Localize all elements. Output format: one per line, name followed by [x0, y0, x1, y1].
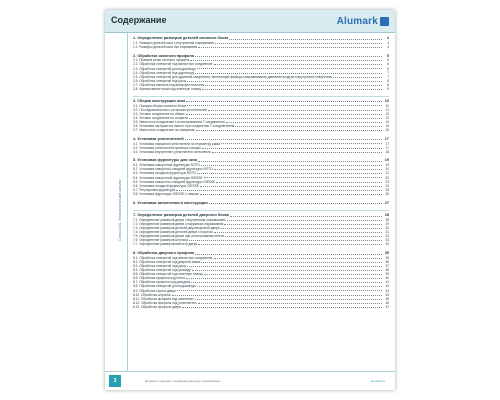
page-title: Содержание: [111, 15, 167, 25]
section-title-text: 3. Сборка конструкции окна: [133, 98, 186, 103]
toc-item-page: 9: [387, 87, 389, 92]
leader-dots: [190, 58, 382, 61]
toc-item[interactable]: [133, 192, 389, 196]
logo-text: Alumark: [336, 15, 378, 27]
toc-item-label: 7.6. Определение размеров штульпа: [133, 238, 188, 243]
toc-item-page: 18: [385, 149, 389, 154]
toc-item-page: 34: [385, 242, 389, 247]
toc-item-label: 3.3. Угловое соединение на обжим: [133, 111, 185, 116]
leader-dots: [225, 234, 382, 237]
sidebar-label: [112, 179, 122, 242]
toc-item-page: 22: [385, 175, 389, 180]
leader-dots: [204, 176, 382, 179]
toc-item-page: 46: [385, 300, 389, 305]
section-title-text: 8. Обработка дверного профиля: [133, 251, 195, 256]
toc-item-page: 39: [385, 272, 389, 277]
toc-item-label: 5.2. Установка поворотно-откидной фурнитуры ROTO: [133, 167, 213, 172]
leader-dots: [221, 226, 382, 229]
toc-item-page: 15: [385, 123, 389, 128]
toc-item-page: 10: [385, 103, 389, 108]
toc-item[interactable]: [133, 242, 389, 246]
toc-item-label: 7.7. Определение размеров импоста двери: [133, 242, 198, 247]
toc-item-page: 4: [387, 40, 389, 45]
toc-item-label: 5.6. Установка откидной фурнитуры GIESSE: [133, 183, 199, 188]
leader-dots: [216, 180, 382, 183]
toc-item-page: 12: [385, 111, 389, 116]
toc-item-page: 41: [385, 280, 389, 285]
leader-dots: [192, 268, 382, 271]
toc-item[interactable]: [133, 150, 389, 154]
toc-item-label: 8.4. Обработка отверстий под цилиндр: [133, 268, 191, 273]
toc-section: [133, 54, 389, 92]
toc-item-page: 8: [387, 78, 389, 83]
toc-item-page: 4: [387, 44, 389, 49]
toc-item-label: 2.8. Фрезерование ниши под ответную планку: [133, 87, 202, 92]
leader-dots: [201, 260, 382, 263]
leader-dots: [224, 222, 382, 225]
leader-dots: [200, 192, 382, 195]
leader-dots: [209, 201, 382, 205]
toc-item-page: 14: [385, 119, 389, 124]
toc-item[interactable]: [133, 128, 389, 132]
toc-item-label: 3.4. Угловое соединение на штифтах: [133, 115, 188, 120]
leader-dots: [202, 146, 382, 149]
toc-item-label: 3.1. Порядок сборки оконного блока: [133, 103, 187, 108]
toc-item-label: 1.1. Размеры деталей окна с внутренним открыванием: [133, 40, 215, 45]
toc-item-label: 8.3. Обработка отверстий под ручку: [133, 264, 187, 268]
leader-dots: [195, 54, 382, 58]
toc-item-label: 8.9. Обработка порога двери: [133, 288, 176, 293]
toc-item-page: 19: [385, 163, 389, 168]
leader-dots: [191, 280, 382, 283]
toc-item-page: 5: [387, 58, 389, 63]
toc-item-label: 4.2. Установка уплотнителя притвора створки: [133, 145, 201, 150]
toc-item-label: 8.5. Обработка отверстий под ответную планку: [133, 272, 203, 277]
toc-item-label: 7.5. Определение размеров двери при использовании петель: [133, 234, 225, 239]
sidebar-label-text: Серия 44A. Технологический каталог: [118, 179, 122, 241]
footer-link[interactable]: alumark.ru: [370, 379, 385, 383]
leader-dots: [229, 36, 382, 40]
toc-item-label: 8.10. Обработка штульпа: [133, 292, 171, 297]
toc-item-label: 2.3. Обработка отверстий для водоотвода: [133, 66, 196, 71]
toc-item-page: 33: [385, 238, 389, 243]
toc-item-page: 37: [385, 264, 389, 268]
toc-item[interactable]: [133, 87, 389, 91]
toc-item-label: 5.7. Регулировка фурнитуры: [133, 187, 176, 192]
toc-item-label: 7.2. Определение размеров двери с наружным открыванием: [133, 221, 224, 226]
toc-item-label: 2.4. Обработка отверстий под фурнитуру: [133, 70, 195, 75]
leader-dots: [189, 116, 382, 119]
leader-dots: [186, 112, 383, 115]
leader-dots: [333, 75, 382, 78]
toc-item-page: 44: [385, 292, 389, 297]
leader-dots: [198, 158, 382, 162]
toc-item-page: 35: [385, 255, 389, 260]
toc-item-label: 1.2. Размеры деталей окна без открывания: [133, 44, 198, 49]
leader-dots: [227, 218, 383, 221]
toc-item-label: 8.12. Обработка профиля под уплотнитель: [133, 300, 197, 305]
leader-dots: [186, 99, 382, 103]
toc-item-page: 32: [385, 234, 389, 239]
leader-dots: [187, 264, 382, 267]
toc-item-label: 2.2. Обработка отверстий под импостное соединение: [133, 62, 213, 67]
toc-item-page: 7: [387, 74, 389, 79]
leader-dots: [195, 251, 382, 255]
toc-item-label: 2.7. Обработка импоста под анкерную пластину: [133, 82, 205, 87]
section-title-text: 5. Установка фурнитуры для окна: [133, 158, 198, 163]
toc-item-label: 3.2. Последовательность установки уплотнителей: [133, 107, 208, 112]
toc-item-page: 40: [385, 276, 389, 281]
leader-dots: [187, 79, 382, 82]
leader-dots: [208, 108, 382, 111]
leader-dots: [187, 104, 382, 107]
toc-item-label: 5.3. Установка откидной фурнитуры ROTO: [133, 171, 197, 176]
section-page-number: 17: [384, 136, 389, 141]
section-page-number: 19: [384, 158, 389, 163]
toc-item-label: 7.1. Определение размеров двери с внутренним открыванием: [133, 217, 226, 222]
section-title-text: 7. Определение размеров деталей дверного блока: [133, 212, 229, 217]
leader-dots: [205, 83, 382, 86]
toc-item-page: 45: [385, 296, 389, 301]
leader-dots: [189, 238, 382, 241]
leader-dots: [196, 128, 382, 131]
toc-item-label: 7.3. Определение размеров деталей двустворчатой двери: [133, 225, 220, 230]
section-title-text: 4. Установка уплотнителей: [133, 136, 184, 141]
toc-section: [133, 251, 389, 309]
leader-dots: [201, 163, 382, 166]
toc-item-page: 47: [385, 304, 389, 309]
section-page-number: 27: [384, 200, 389, 205]
leader-dots: [198, 242, 382, 245]
toc-item-page: 6: [387, 62, 389, 67]
toc-item-page: 28: [385, 217, 389, 222]
brand-logo: [337, 14, 389, 28]
toc-item-page: 24: [385, 183, 389, 188]
toc-item-label: 4.1. Установка наружного уплотнителя по периметру рамы: [133, 141, 220, 146]
leader-dots: [214, 167, 382, 170]
toc-item-page: 42: [385, 284, 389, 289]
toc-item-page: 23: [385, 179, 389, 184]
toc-item-label: 8.7. Обработка профиля под доводчик: [133, 280, 191, 285]
toc-item-page: 6: [387, 66, 389, 71]
leader-dots: [204, 272, 382, 275]
leader-dots: [230, 213, 382, 217]
toc-item-label: 3.5. Импостное соединение с использованием Т-соединителя: [133, 119, 225, 124]
leader-dots: [197, 171, 382, 174]
leader-dots: [182, 305, 382, 308]
toc-item-page: 31: [385, 230, 389, 235]
toc-item-label: 5.5. Установка поворотно-откидной фурнитуры GIESSE: [133, 179, 216, 184]
toc-item-page: 7: [387, 70, 389, 75]
toc-item-page: 20: [385, 167, 389, 172]
toc-item-page: 43: [385, 288, 389, 293]
leader-dots: [215, 41, 382, 44]
toc-item-label: 5.1. Установка поворотной фурнитуры ROTO: [133, 163, 200, 168]
toc-item-label: 8.11. Обработка профиля под шпингалет: [133, 296, 194, 301]
page-number-badge: 3: [109, 375, 121, 387]
footer-text: Документ содержит конфиденциальную информацию: [145, 379, 221, 383]
leader-dots: [186, 276, 382, 279]
toc-item-label: 2.5. Обработка отверстий для удаления конденсата, вентиляции фальца и выравнивания давления воздуха в внутренних отверстиях: [133, 74, 333, 79]
toc-item-page: 29: [385, 221, 389, 226]
section-page-number: 28: [384, 212, 389, 217]
section-divider: [133, 210, 389, 211]
toc-item-label: 8.8. Обработка отверстий для водоотвода: [133, 284, 196, 289]
leader-dots: [177, 289, 382, 292]
section-divider: [133, 96, 389, 97]
toc-section: [133, 210, 389, 246]
page-sidebar: [105, 32, 128, 372]
toc-item-page: 16: [385, 128, 389, 133]
leader-dots: [198, 301, 382, 304]
leader-dots: [197, 284, 382, 287]
document-page: [105, 10, 395, 390]
toc-section: [133, 137, 389, 154]
section-page-number: 10: [384, 98, 389, 103]
toc-item-label: 8.6. Обработка профиля под петли: [133, 276, 185, 281]
leader-dots: [214, 62, 382, 65]
section-page-number: 5: [386, 53, 389, 58]
leader-dots: [200, 184, 382, 187]
toc-item-page: 30: [385, 225, 389, 230]
toc-item-label: 8.1. Обработка отверстий под импостное соединение: [133, 255, 213, 260]
logo-mark-icon: [380, 17, 389, 26]
leader-dots: [195, 297, 382, 300]
section-page-number: 4: [386, 36, 389, 40]
leader-dots: [198, 45, 382, 48]
toc-item-page: 38: [385, 268, 389, 273]
toc-section: [133, 201, 389, 206]
toc-section: [133, 96, 389, 132]
toc-item-page: 21: [385, 171, 389, 176]
leader-dots: [235, 124, 382, 127]
toc-item[interactable]: [133, 305, 389, 309]
toc-item-page: 8: [387, 82, 389, 87]
toc-item-label: 5.8. Установка фурнитуры GIESSE с замком: [133, 191, 199, 196]
leader-dots: [214, 230, 382, 233]
section-title-text: 1. Определение размеров деталей оконного блока: [133, 36, 229, 40]
leader-dots: [195, 71, 382, 74]
toc-section: [133, 158, 389, 196]
page-footer: [105, 371, 395, 390]
toc-item-label: 2.1. Правила резки оконного профиля: [133, 58, 190, 63]
leader-dots: [221, 142, 382, 145]
toc-item-page: 36: [385, 259, 389, 264]
section-page-number: 35: [384, 251, 389, 256]
toc-item[interactable]: [133, 45, 389, 49]
page-header: [105, 10, 395, 33]
section-title-text: 6. Установка заполнения в конструкции: [133, 200, 208, 205]
toc-section-title[interactable]: [133, 201, 389, 206]
toc-item-label: 2.6. Обработка отверстий под ручку: [133, 78, 187, 83]
toc-item-label: 4.3. Установка внутреннего уплотнителя остекления: [133, 149, 211, 154]
leader-dots: [176, 188, 382, 191]
table-of-contents: [133, 36, 389, 314]
section-title-text: 2. Обработка оконного профиля: [133, 53, 194, 58]
leader-dots: [212, 150, 382, 153]
toc-item-page: 25: [385, 187, 389, 192]
toc-section: [133, 36, 389, 49]
leader-dots: [202, 87, 382, 90]
toc-item-page: 26: [385, 191, 389, 196]
leader-dots: [197, 67, 382, 70]
leader-dots: [172, 293, 382, 296]
toc-item-label: 8.13. Обработка профиля двери: [133, 304, 181, 309]
toc-item-label: 8.2. Обработка отверстий под дверной замок: [133, 259, 201, 264]
toc-item-label: 7.4. Определение размеров деталей двери с порогом: [133, 230, 213, 235]
toc-item-label: 3.7. Импостное соединение на саморезах: [133, 128, 195, 133]
toc-item-page: 17: [385, 145, 389, 150]
toc-item-page: 11: [385, 107, 389, 112]
leader-dots: [226, 120, 382, 123]
leader-dots: [185, 137, 382, 141]
toc-item-label: 5.4. Установка поворотной фурнитуры GIESSE: [133, 175, 203, 180]
toc-item-page: 17: [385, 141, 389, 146]
leader-dots: [214, 256, 382, 259]
toc-item-page: 13: [385, 115, 389, 120]
toc-item-label: 3.6. Установка заглушек на импост при соединении Т-соединителем: [133, 123, 235, 128]
